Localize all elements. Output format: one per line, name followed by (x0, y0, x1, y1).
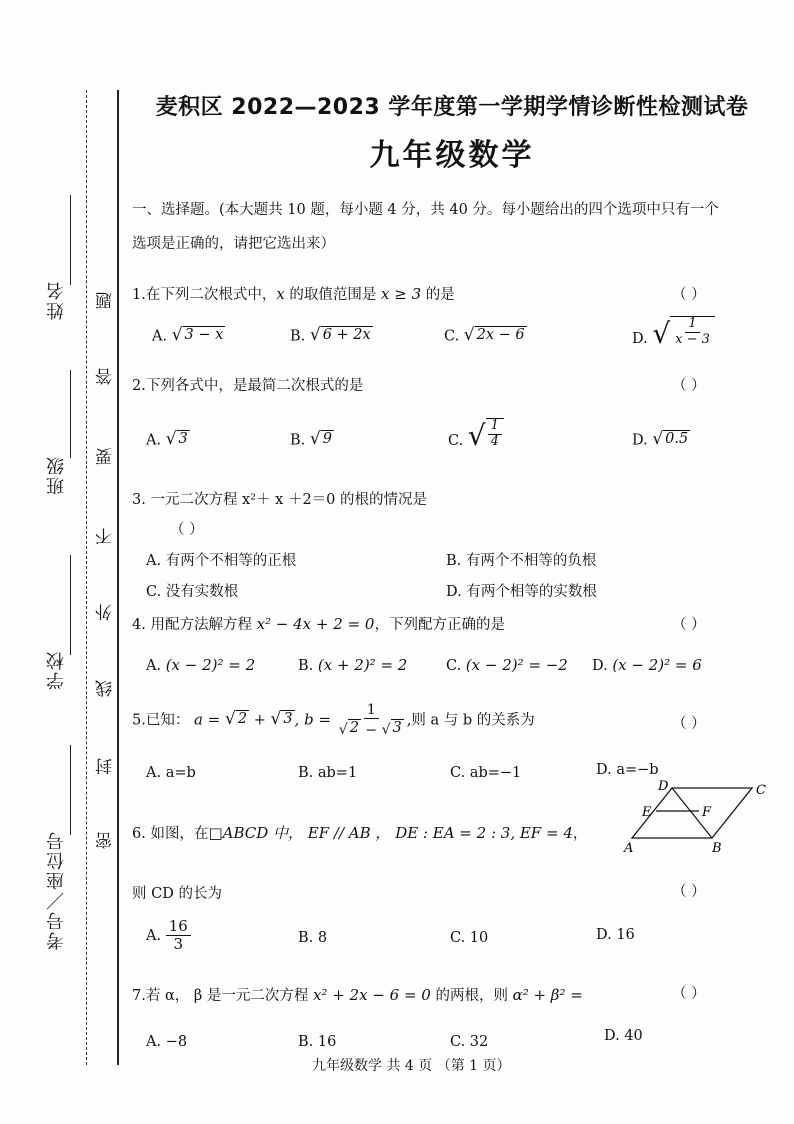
label-d: D (658, 780, 669, 794)
q5-answer-paren[interactable]: （ ） (672, 716, 706, 732)
q1-answer-paren[interactable]: （ ） (672, 287, 706, 303)
name-field[interactable] (70, 195, 71, 285)
q3-option-b[interactable]: B. 有两个不相等的负根 (446, 553, 597, 569)
school-label: 学校 (46, 650, 67, 690)
q6-stem: 6. 如图，在□ABCD 中， EF // AB ， DE : EA = 2 : 3, EF = 4， (132, 824, 588, 842)
sqrt-symbol: √ 6 + 2x (309, 325, 371, 346)
q6-option-c[interactable]: C. 10 (450, 930, 489, 946)
sqrt-symbol: √ 2 (338, 720, 359, 739)
seal-char-8: 密 (96, 832, 116, 849)
label-f: F (702, 805, 712, 820)
q7-option-d[interactable]: D. 40 (604, 1028, 643, 1044)
q7-stem: 7.若 α， β 是一元二次方程 x² + 2x − 6 = 0 的两根，则 α² + β² = (132, 986, 583, 1004)
seal-char-3: 要 (96, 448, 116, 465)
sqrt-symbol: √ 3 − x (171, 325, 224, 346)
q2-option-a[interactable]: A. √ 3 (146, 429, 188, 450)
seal-char-7: 封 (96, 758, 116, 775)
seal-char-4: 不 (96, 528, 116, 545)
binding-margin (0, 0, 120, 1124)
q2-option-d[interactable]: D. √ 0.5 (632, 429, 689, 450)
q1-option-b[interactable]: B. √ 6 + 2x (290, 325, 371, 346)
q3-option-c[interactable]: C. 没有实数根 (146, 584, 239, 600)
q6-option-b[interactable]: B. 8 (298, 930, 328, 946)
q7-option-c[interactable]: C. 32 (450, 1034, 489, 1050)
q3-stem: 3. 一元二次方程 x²＋ x ＋2＝0 的根的情况是 (132, 492, 427, 508)
seal-char-5: 外 (96, 604, 116, 621)
label-e: E (642, 805, 652, 820)
sqrt-symbol: √ $\frac{1}{4}$ (468, 418, 504, 450)
section-intro-line1: 一、选择题。(本大题共 10 题，每小题 4 分，共 40 分。每小题给出的四个选项中只有一个 (132, 202, 719, 218)
sqrt-symbol: √ 0.5 (652, 429, 689, 450)
q2-option-c[interactable]: C. √ $\frac{1}{4}$ (448, 418, 504, 450)
seal-char-2: 答 (96, 368, 116, 385)
solid-margin-line (117, 90, 119, 1065)
dashed-seal-line (86, 90, 87, 1065)
q3-option-a[interactable]: A. 有两个不相等的正根 (146, 553, 297, 569)
q6-answer-paren[interactable]: （ ） (672, 884, 706, 900)
q4-answer-paren[interactable]: （ ） (672, 617, 706, 633)
q7-option-b[interactable]: B. 16 (298, 1034, 337, 1050)
q1-option-d[interactable]: D. √ $\frac{1}{x - 3}$ (632, 316, 715, 348)
q6-option-d[interactable]: D. 16 (596, 927, 635, 943)
exam-title: 麦积区 2022—2023 学年度第一学期学情诊断性检测试卷 (155, 95, 749, 120)
q4-option-b[interactable]: B. (x + 2)² = 2 (298, 656, 408, 674)
q2-answer-paren[interactable]: （ ） (672, 378, 706, 394)
sqrt-symbol: √ 2x − 6 (463, 325, 525, 346)
q1-stem: 1.在下列二次根式中，x 的取值范围是 x ≥ 3 的是 (132, 285, 455, 303)
sqrt-symbol: √ 3 (165, 429, 188, 450)
exam-subject: 九年级数学 (369, 138, 535, 173)
q5-option-a[interactable]: A. a=b (146, 765, 196, 781)
label-b: B (712, 841, 722, 855)
q4-stem: 4. 用配方法解方程 x² − 4x + 2 = 0，下列配方正确的是 (132, 615, 505, 633)
name-label: 姓名 (46, 280, 67, 320)
seat-field[interactable] (70, 745, 71, 835)
q4-option-c[interactable]: C. (x − 2)² = −2 (446, 656, 568, 674)
sqrt-symbol: √ $\frac{1}{x - 3}$ (652, 316, 715, 348)
seat-label: 考号／座位号 (46, 830, 67, 950)
school-field[interactable] (70, 555, 71, 655)
seal-char-1: 题 (96, 292, 116, 309)
label-c: C (756, 783, 766, 798)
q2-option-b[interactable]: B. √ 9 (290, 429, 332, 450)
q5-option-c[interactable]: C. ab=−1 (450, 765, 522, 781)
q5-option-d[interactable]: D. a=−b (596, 762, 659, 778)
sqrt-symbol: √ 3 (270, 709, 293, 730)
q6-stem-line2: 则 CD 的长为 (132, 886, 222, 902)
q7-option-a[interactable]: A. −8 (146, 1034, 188, 1050)
sqrt-symbol: √ 2 (225, 709, 248, 730)
q3-answer-paren[interactable]: （ ） (170, 522, 204, 538)
q2-stem: 2.下列各式中，是最简二次根式的是 (132, 378, 364, 394)
seal-char-6: 线 (96, 680, 116, 697)
class-label: 班级 (46, 455, 67, 495)
q4-option-a[interactable]: A. (x − 2)² = 2 (146, 656, 256, 674)
q1-option-a[interactable]: A. √ 3 − x (152, 325, 224, 346)
q5-option-b[interactable]: B. ab=1 (298, 765, 358, 781)
page-footer: 九年级数学 共 4 页 （第 1 页） (312, 1058, 511, 1074)
parallelogram-figure (622, 780, 772, 855)
q1-option-c[interactable]: C. √ 2x − 6 (444, 325, 525, 346)
q6-option-a[interactable]: A. $\frac{16}{3}$ (146, 918, 191, 954)
q5-stem: 5.已知： a = √ 2 + √ 3 , b = 1 √ 2 − √ 3 ,则 a 与 b 的关系为 (132, 702, 535, 739)
q3-option-d[interactable]: D. 有两个相等的实数根 (446, 584, 597, 600)
q7-answer-paren[interactable]: （ ） (672, 986, 706, 1002)
class-field[interactable] (70, 370, 71, 458)
section-intro-line2: 选项是正确的，请把它选出来） (132, 236, 335, 252)
q4-option-d[interactable]: D. (x − 2)² = 6 (592, 656, 702, 674)
label-a: A (624, 841, 634, 855)
sqrt-symbol: √ 3 (381, 720, 402, 739)
sqrt-symbol: √ 9 (309, 429, 332, 450)
